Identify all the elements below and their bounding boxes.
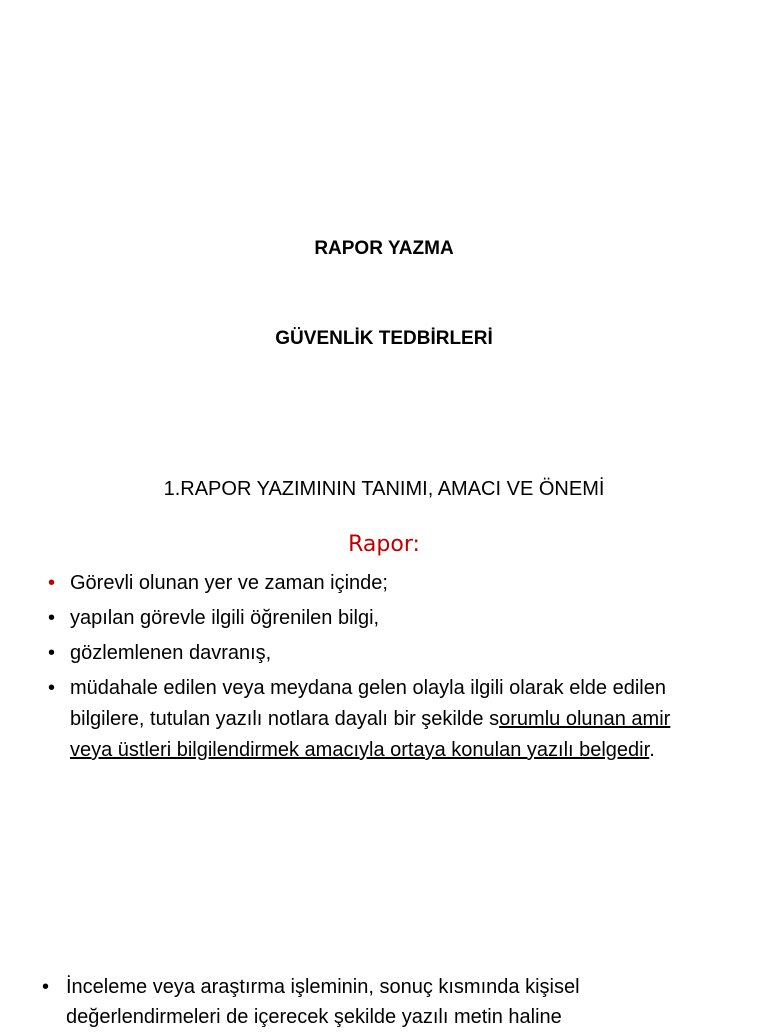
bullet-icon: • — [48, 677, 56, 699]
list-item — [48, 568, 708, 599]
list-item-tail: . — [649, 739, 655, 761]
document-title: RAPOR YAZMA — [314, 238, 454, 259]
list-item-text: müdahale edilen veya meydana gelen olayla ilgili olarak elde edilen bilgilere, tutulan yazılı notlara dayalı bir şekilde s — [70, 677, 666, 730]
bullet-icon: • — [48, 607, 56, 629]
bullet-icon: • — [42, 976, 50, 998]
list-item — [42, 972, 692, 1032]
bottom-list — [42, 972, 692, 1032]
list-item-text: Görevli olunan yer ve zaman içinde; — [70, 572, 388, 594]
section-heading: 1.RAPOR YAZIMININ TANIMI, AMACI VE ÖNEMİ — [163, 478, 605, 500]
list-item-text: İnceleme veya araştırma işleminin, sonuç kısmında kişisel değerlendirmeleri de içerecek şekilde yazılı metin haline — [66, 976, 580, 1028]
list-item — [48, 638, 708, 669]
definition-list — [48, 568, 708, 770]
list-item — [48, 673, 690, 766]
underlined-definition: orumlu olunan amir veya üstleri bilgilendirmek amacıyla ortaya konulan yazılı belgedir — [70, 708, 671, 761]
list-item-text: gözlemlenen davranış, — [70, 642, 272, 664]
bullet-icon: • — [48, 572, 56, 594]
bullet-icon: • — [48, 642, 56, 664]
list-item — [48, 603, 708, 634]
rapor-label: Rapor: — [348, 532, 420, 557]
list-item-text: yapılan görevle ilgili öğrenilen bilgi, — [70, 607, 380, 629]
document-subtitle: GÜVENLİK TEDBİRLERİ — [275, 328, 493, 349]
